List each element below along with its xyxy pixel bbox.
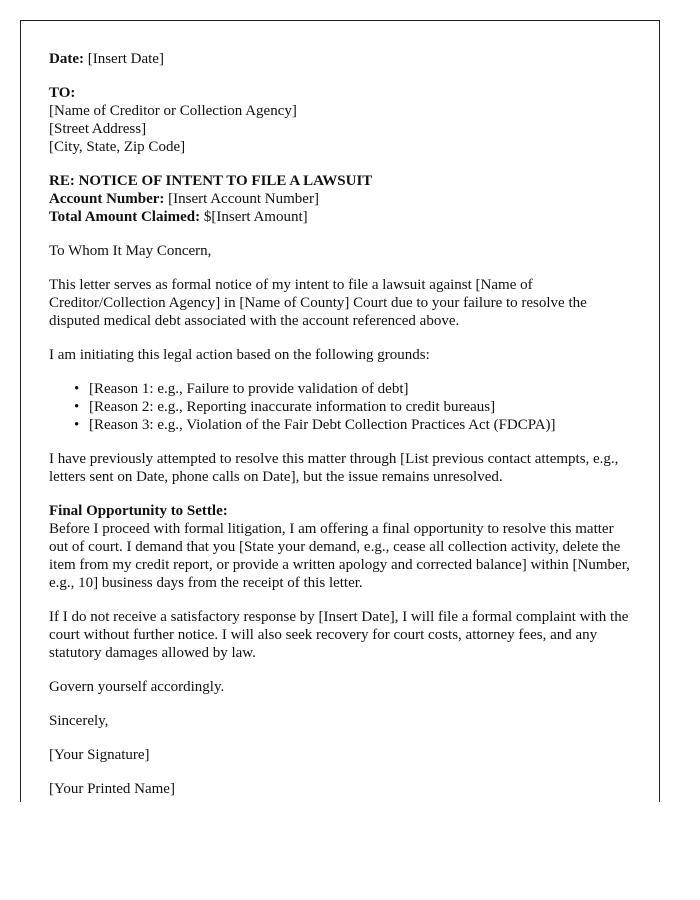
recipient-street: [Street Address] [49, 121, 147, 137]
date-label: Date: [49, 51, 84, 67]
list-item [74, 380, 631, 398]
closing-line: Sincerely, [49, 713, 109, 729]
date-value: [Insert Date] [87, 51, 164, 67]
account-value: [Insert Account Number] [168, 191, 319, 207]
subject-line: RE: NOTICE OF INTENT TO FILE A LAWSUIT [49, 173, 373, 189]
consequence-paragraph: If I do not receive a satisfactory response by [Insert Date], I will file a formal complaint with the court without further notice. I will also seek recovery for court costs, attorney fees, and any statutory damages allowed by law. [49, 609, 629, 661]
reason-text: [Reason 1: e.g., Failure to provide validation of debt] [89, 381, 409, 397]
recipient-name: [Name of Creditor or Collection Agency] [49, 103, 297, 119]
intro-paragraph: This letter serves as formal notice of my intent to file a lawsuit against [Name of Creditor/Collection Agency] in [Name of County] Court due to your failure to resolve the disputed medical debt associated with the account referenced above. [49, 277, 587, 329]
final-opportunity-body: Before I proceed with formal litigation, I am offering a final opportunity to resolve this matter out of court. I demand that you [State your demand, e.g., cease all collection activity, delete the item from my credit report, or provide a written apology and corrected balance] within [Number, e.g., 10] business days from the receipt of this letter. [49, 521, 630, 591]
reference-block [49, 172, 631, 226]
amount-label: Total Amount Claimed: [49, 209, 201, 225]
grounds-intro: I am initiating this legal action based on the following grounds: [49, 347, 430, 363]
letter-page [20, 20, 660, 802]
date-line [49, 50, 631, 68]
account-label: Account Number: [49, 191, 165, 207]
recipient-block [49, 84, 631, 156]
recipient-label: TO: [49, 85, 76, 101]
final-opportunity-heading: Final Opportunity to Settle: [49, 503, 228, 519]
amount-line [49, 208, 631, 226]
previous-attempts-paragraph: I have previously attempted to resolve this matter through [List previous contact attempts, e.g., letters sent on Date, phone calls on Date], but the issue remains unresolved. [49, 451, 619, 485]
salutation: To Whom It May Concern, [49, 243, 212, 259]
list-item [74, 398, 631, 416]
govern-line: Govern yourself accordingly. [49, 679, 225, 695]
reasons-list [49, 380, 631, 434]
printed-name-line: [Your Printed Name] [49, 781, 175, 797]
bullet-icon: • [74, 399, 80, 415]
bullet-icon: • [74, 417, 80, 433]
list-item [74, 416, 631, 434]
final-opportunity-block [49, 502, 631, 592]
account-line [49, 190, 631, 208]
signature-line: [Your Signature] [49, 747, 150, 763]
bullet-icon: • [74, 381, 80, 397]
amount-value: $[Insert Amount] [203, 209, 308, 225]
reason-text: [Reason 3: e.g., Violation of the Fair Debt Collection Practices Act (FDCPA)] [89, 417, 556, 433]
recipient-city: [City, State, Zip Code] [49, 139, 186, 155]
reason-text: [Reason 2: e.g., Reporting inaccurate information to credit bureaus] [89, 399, 496, 415]
